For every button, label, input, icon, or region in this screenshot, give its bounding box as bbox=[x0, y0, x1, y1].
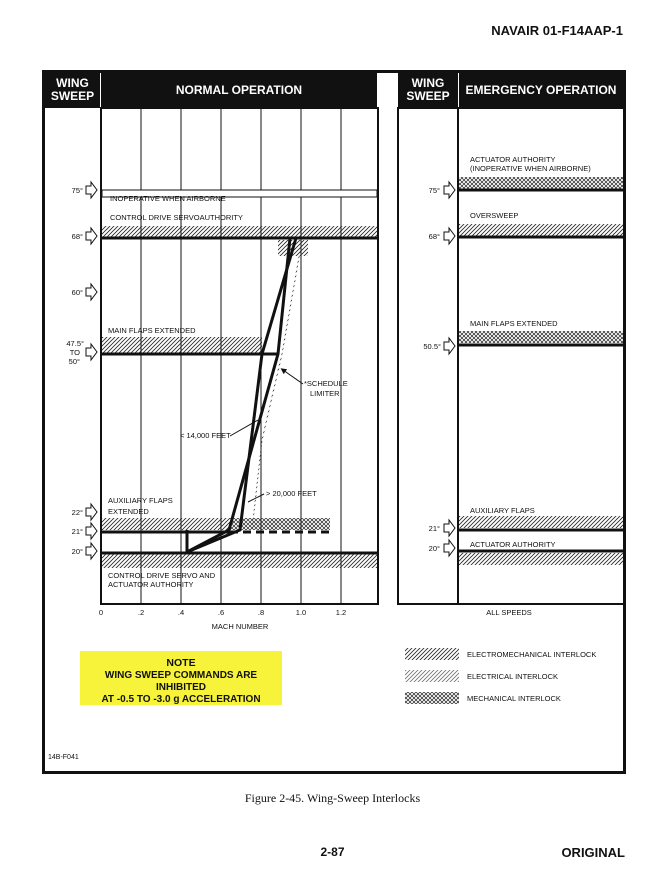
arrow-22-icon bbox=[86, 504, 97, 520]
legend-labels bbox=[467, 650, 596, 703]
emergency-band-labels bbox=[470, 155, 591, 549]
sweep-475: 47.5° bbox=[66, 339, 84, 348]
figure-id: 14B-F041 bbox=[48, 754, 79, 761]
mach-tick-1.0: 1.0 bbox=[295, 608, 307, 617]
sweep-75: 75° bbox=[71, 186, 83, 195]
sweep-21: 21° bbox=[71, 527, 83, 536]
band-mainflaps-hatch bbox=[102, 337, 262, 353]
em-band-21-hatch bbox=[459, 516, 623, 528]
note-title: NOTE bbox=[166, 657, 196, 669]
label-control-servo-2: ACTUATOR AUTHORITY bbox=[108, 580, 194, 589]
arrow-20-icon bbox=[86, 543, 97, 559]
em-band-68-hatch bbox=[459, 224, 623, 236]
sweep-label-right: SWEEP bbox=[406, 89, 450, 103]
sweep-68: 68° bbox=[71, 232, 83, 241]
sweep-50: 50° bbox=[68, 357, 80, 366]
sweep-label: SWEEP bbox=[50, 89, 95, 103]
arrow-68-icon bbox=[86, 228, 97, 244]
band-aux-hatch bbox=[102, 518, 230, 530]
em-label-actuator-authority: ACTUATOR AUTHORITY bbox=[470, 540, 556, 549]
emergency-operation-title: EMERGENCY OPERATION bbox=[465, 82, 617, 97]
arrow-75r-icon bbox=[444, 182, 455, 198]
arrow-505-icon bbox=[444, 338, 455, 354]
mach-tick-0.8: .8 bbox=[257, 608, 265, 617]
label-inoperative: INOPERATIVE WHEN AIRBORNE bbox=[110, 194, 226, 203]
legend-electromechanical: ELECTROMECHANICAL INTERLOCK bbox=[467, 650, 597, 659]
label-alt-low: < 14,000 FEET bbox=[180, 431, 231, 440]
em-band-20-hatch bbox=[459, 553, 623, 565]
em-label-main-flaps: MAIN FLAPS EXTENDED bbox=[470, 319, 558, 328]
normal-operation-title: NORMAL OPERATION bbox=[175, 82, 303, 97]
em-sweep-75: 75° bbox=[428, 186, 440, 195]
schedule-pointer bbox=[283, 370, 303, 384]
em-band-505-hatch bbox=[459, 331, 623, 343]
note-box bbox=[80, 651, 282, 705]
all-speeds-label: ALL SPEEDS bbox=[486, 608, 532, 617]
limiter-high-altitude bbox=[187, 238, 296, 552]
legend-swatch-electrical bbox=[405, 670, 459, 682]
sweep-arrows-left bbox=[86, 182, 97, 559]
sweep-arrows-right bbox=[444, 182, 455, 556]
arrow-60-icon bbox=[86, 284, 97, 300]
em-sweep-20: 20° bbox=[428, 544, 440, 553]
em-label-actuator-1: ACTUATOR AUTHORITY bbox=[470, 155, 556, 164]
label-schedule-2: LIMITER bbox=[310, 389, 340, 398]
sweep-22: 22° bbox=[71, 508, 83, 517]
normal-sweep-labels bbox=[66, 186, 84, 556]
mach-tick-0.6: .6 bbox=[217, 608, 225, 617]
em-sweep-505: 50.5° bbox=[423, 342, 441, 351]
label-aux-flaps-2: EXTENDED bbox=[108, 507, 149, 516]
mach-tick-0: 0 bbox=[98, 608, 104, 617]
mach-tick-1.2: 1.2 bbox=[335, 608, 347, 617]
em-label-aux-flaps: AUXILIARY FLAPS bbox=[470, 506, 535, 515]
legend-electrical: ELECTRICAL INTERLOCK bbox=[467, 672, 558, 681]
label-main-flaps: MAIN FLAPS EXTENDED bbox=[108, 326, 196, 335]
arrow-21r-icon bbox=[444, 520, 455, 536]
arrow-75-icon bbox=[86, 182, 97, 198]
mach-tick-0.2: .2 bbox=[137, 608, 145, 617]
band-aux-cross bbox=[230, 518, 330, 530]
mach-axis-title: MACH NUMBER bbox=[211, 622, 269, 631]
mach-axis bbox=[99, 608, 532, 631]
legend-swatch-mechanical bbox=[405, 692, 459, 704]
legend-swatch-electromechanical bbox=[405, 648, 459, 660]
em-sweep-21: 21° bbox=[428, 524, 440, 533]
figure-caption: Figure 2-45. Wing-Sweep Interlocks bbox=[244, 791, 421, 805]
label-alt-high: > 20,000 FEET bbox=[266, 489, 317, 498]
sweep-60: 60° bbox=[71, 288, 83, 297]
note-line-1: WING SWEEP COMMANDS ARE INHIBITED bbox=[104, 670, 258, 693]
arrow-20r-icon bbox=[444, 540, 455, 556]
note-line-2: AT -0.5 TO -3.0 g ACCELERATION bbox=[101, 694, 261, 705]
page-status: ORIGINAL bbox=[561, 845, 625, 860]
band-20-hatch bbox=[102, 554, 377, 568]
em-label-actuator-2: (INOPERATIVE WHEN AIRBORNE) bbox=[470, 164, 591, 173]
document-id: NAVAIR 01-F14AAP-1 bbox=[491, 23, 623, 38]
arrow-50-icon bbox=[86, 344, 97, 360]
label-control-drive: CONTROL DRIVE SERVOAUTHORITY bbox=[110, 213, 243, 222]
emergency-sweep-labels bbox=[423, 186, 441, 553]
label-schedule-1: *SCHEDULE bbox=[304, 379, 348, 388]
sweep-to: TO bbox=[69, 348, 80, 357]
band-68-hatch bbox=[102, 226, 377, 237]
label-control-servo-1: CONTROL DRIVE SERVO AND bbox=[108, 571, 216, 580]
em-sweep-68: 68° bbox=[428, 232, 440, 241]
sweep-20: 20° bbox=[71, 547, 83, 556]
schedule-limiter bbox=[187, 238, 303, 552]
arrow-21-icon bbox=[86, 523, 97, 539]
page-number: 2-87 bbox=[320, 845, 345, 859]
wing-label-right: WING bbox=[411, 76, 445, 90]
label-aux-flaps-1: AUXILIARY FLAPS bbox=[108, 496, 173, 505]
mach-tick-0.4: .4 bbox=[177, 608, 185, 617]
limiter-low-altitude bbox=[187, 238, 290, 552]
wing-label: WING bbox=[56, 76, 89, 90]
em-band-75-hatch bbox=[459, 177, 623, 189]
em-label-oversweep: OVERSWEEP bbox=[470, 211, 519, 220]
legend-mechanical: MECHANICAL INTERLOCK bbox=[467, 694, 561, 703]
arrow-68r-icon bbox=[444, 228, 455, 244]
